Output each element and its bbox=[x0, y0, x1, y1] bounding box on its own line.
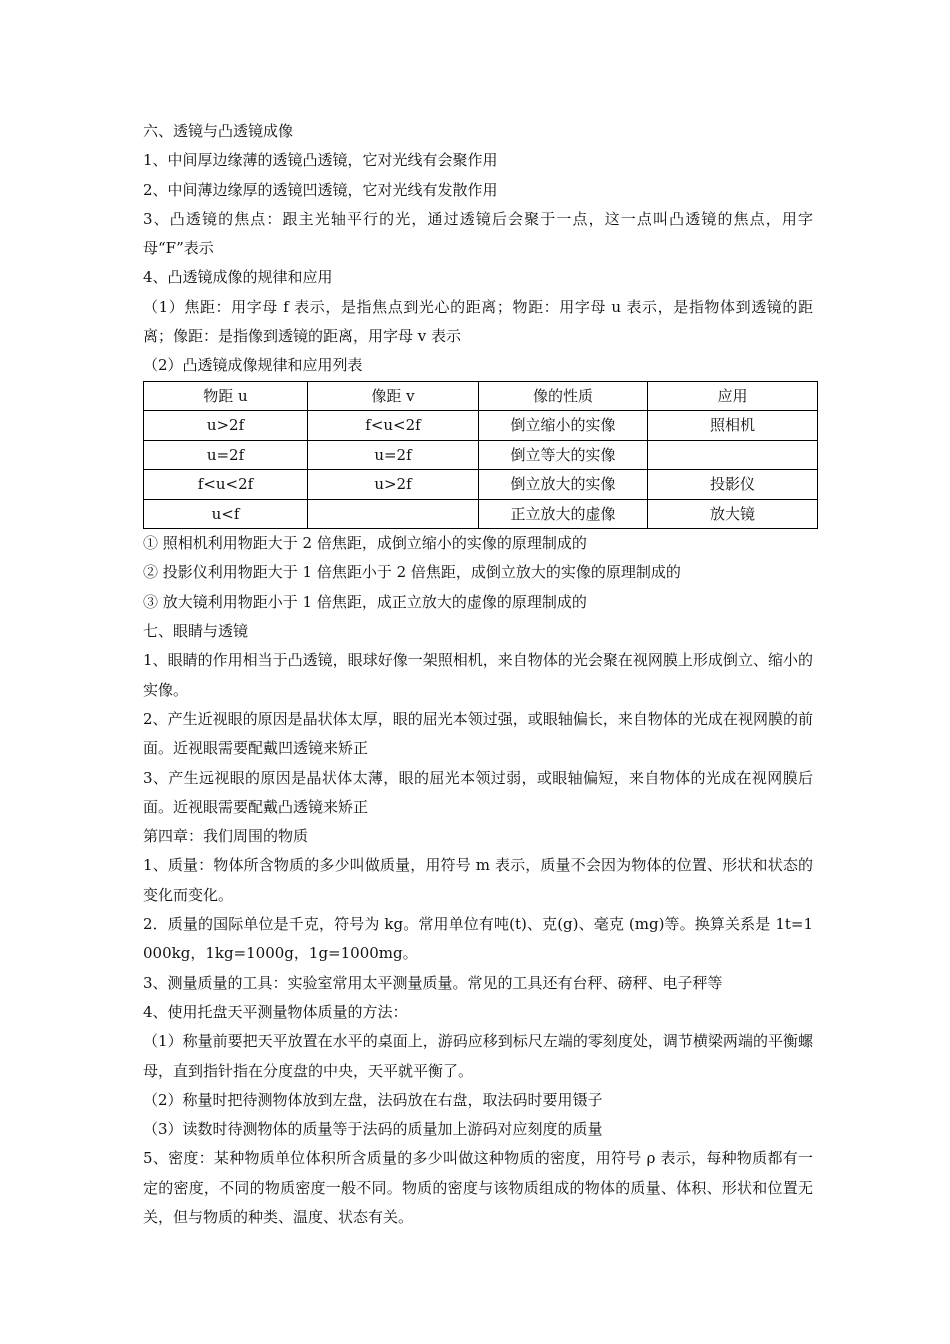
paragraph: （3）读数时待测物体的质量等于法码的质量加上游码对应刻度的质量 bbox=[143, 1120, 603, 1139]
table-cell: 倒立缩小的实像 bbox=[479, 411, 648, 441]
note-magnifier: ③ 放大镜利用物距小于 1 倍焦距，成正立放大的虚像的原理制成的 bbox=[143, 592, 587, 611]
paragraph: （2）称量时把待测物体放到左盘，法码放在右盘，取法码时要用镊子 bbox=[143, 1090, 603, 1109]
table-cell: 正立放大的虚像 bbox=[479, 499, 648, 529]
table-row bbox=[144, 440, 818, 470]
paragraph: 5、密度：某种物质单位体积所含质量的多少叫做这种物质的密度，用符号 ρ 表示，每种物质都有一定的密度，不同的物质密度一般不同。物质的密度与该物质组成的物体的质量、体积、形状和位置无关，但与物质的种类、温度、状态有关。 bbox=[143, 1149, 813, 1226]
paragraph: 1、眼睛的作用相当于凸透镜，眼球好像一架照相机，来自物体的光会聚在视网膜上形成倒立、缩小的实像。 bbox=[143, 651, 813, 699]
table-header-cell: 像距 v bbox=[308, 381, 479, 411]
paragraph: 2、中间薄边缘厚的透镜凹透镜，它对光线有发散作用 bbox=[143, 180, 498, 199]
table-cell: 倒立放大的实像 bbox=[479, 470, 648, 500]
document-page bbox=[143, 117, 813, 1232]
paragraph: 1、质量：物体所含物质的多少叫做质量，用符号 m 表示，质量不会因为物体的位置、形状和状态的变化而变化。 bbox=[143, 856, 813, 904]
table-header-cell: 物距 u bbox=[144, 381, 308, 411]
table-cell: 放大镜 bbox=[648, 499, 818, 529]
table-cell bbox=[308, 499, 479, 529]
paragraph: 2．质量的国际单位是千克，符号为 kg。常用单位有吨(t)、克(g)、毫克 (mg)等。换算关系是 1t=1000kg，1kg=1000g，1g=1000mg。 bbox=[143, 915, 813, 963]
paragraph: 1、中间厚边缘薄的透镜凸透镜，它对光线有会聚作用 bbox=[143, 151, 498, 170]
table-header-cell: 像的性质 bbox=[479, 381, 648, 411]
paragraph: 2、产生近视眼的原因是晶状体太厚，眼的屈光本领过强，或眼轴偏长，来自物体的光成在视网膜的前面。近视眼需要配戴凹透镜来矫正 bbox=[143, 709, 813, 758]
table-cell: u=2f bbox=[308, 440, 479, 470]
table-header-cell: 应用 bbox=[648, 381, 818, 411]
table-cell: 投影仪 bbox=[648, 470, 818, 500]
table-cell: u=2f bbox=[144, 440, 308, 470]
section-7-title: 七、眼睛与透镜 bbox=[143, 622, 249, 641]
paragraph: （2）凸透镜成像规律和应用列表 bbox=[143, 356, 363, 375]
table-cell: u>2f bbox=[308, 470, 479, 500]
section-6-title: 六、透镜与凸透镜成像 bbox=[143, 122, 294, 140]
note-camera: ① 照相机利用物距大于 2 倍焦距，成倒立缩小的实像的原理制成的 bbox=[143, 534, 587, 553]
table-cell: u>2f bbox=[144, 411, 308, 441]
paragraph: 3、测量质量的工具：实验室常用太平测量质量。常见的工具还有台秤、磅秤、电子秤等 bbox=[143, 973, 723, 992]
table-row bbox=[144, 470, 818, 500]
paragraph: 3、凸透镜的焦点：跟主光轴平行的光，通过透镜后会聚于一点，这一点叫凸透镜的焦点，用字母“F”表示 bbox=[143, 209, 813, 258]
chapter-4-title: 第四章：我们周围的物质 bbox=[143, 827, 309, 846]
paragraph: （1）焦距：用字母 f 表示，是指焦点到光心的距离；物距：用字母 u 表示，是指物体到透镜的距离；像距：是指像到透镜的距离，用字母 v 表示 bbox=[143, 297, 813, 346]
table-cell: 倒立等大的实像 bbox=[479, 440, 648, 470]
paragraph: （1）称量前要把天平放置在水平的桌面上，游码应移到标尺左端的零刻度处，调节横梁两端的平衡螺母，直到指针指在分度盘的中央，天平就平衡了。 bbox=[143, 1032, 813, 1080]
table-header-row bbox=[144, 381, 818, 411]
note-projector: ② 投影仪利用物距大于 1 倍焦距小于 2 倍焦距，成倒立放大的实像的原理制成的 bbox=[143, 563, 681, 582]
table-row bbox=[144, 499, 818, 529]
lens-imaging-table bbox=[143, 381, 818, 530]
table-cell: 照相机 bbox=[648, 411, 818, 441]
table-cell: f<u<2f bbox=[308, 411, 479, 441]
table-cell: f<u<2f bbox=[144, 470, 308, 500]
paragraph: 3、产生远视眼的原因是晶状体太薄，眼的屈光本领过弱，或眼轴偏短，来自物体的光成在视网膜后面。近视眼需要配戴凸透镜来矫正 bbox=[143, 768, 813, 816]
table-cell: u<f bbox=[144, 499, 308, 529]
paragraph: 4、凸透镜成像的规律和应用 bbox=[143, 268, 333, 287]
paragraph: 4、使用托盘天平测量物体质量的方法： bbox=[143, 1002, 408, 1021]
table-cell bbox=[648, 440, 818, 470]
table-row bbox=[144, 411, 818, 441]
